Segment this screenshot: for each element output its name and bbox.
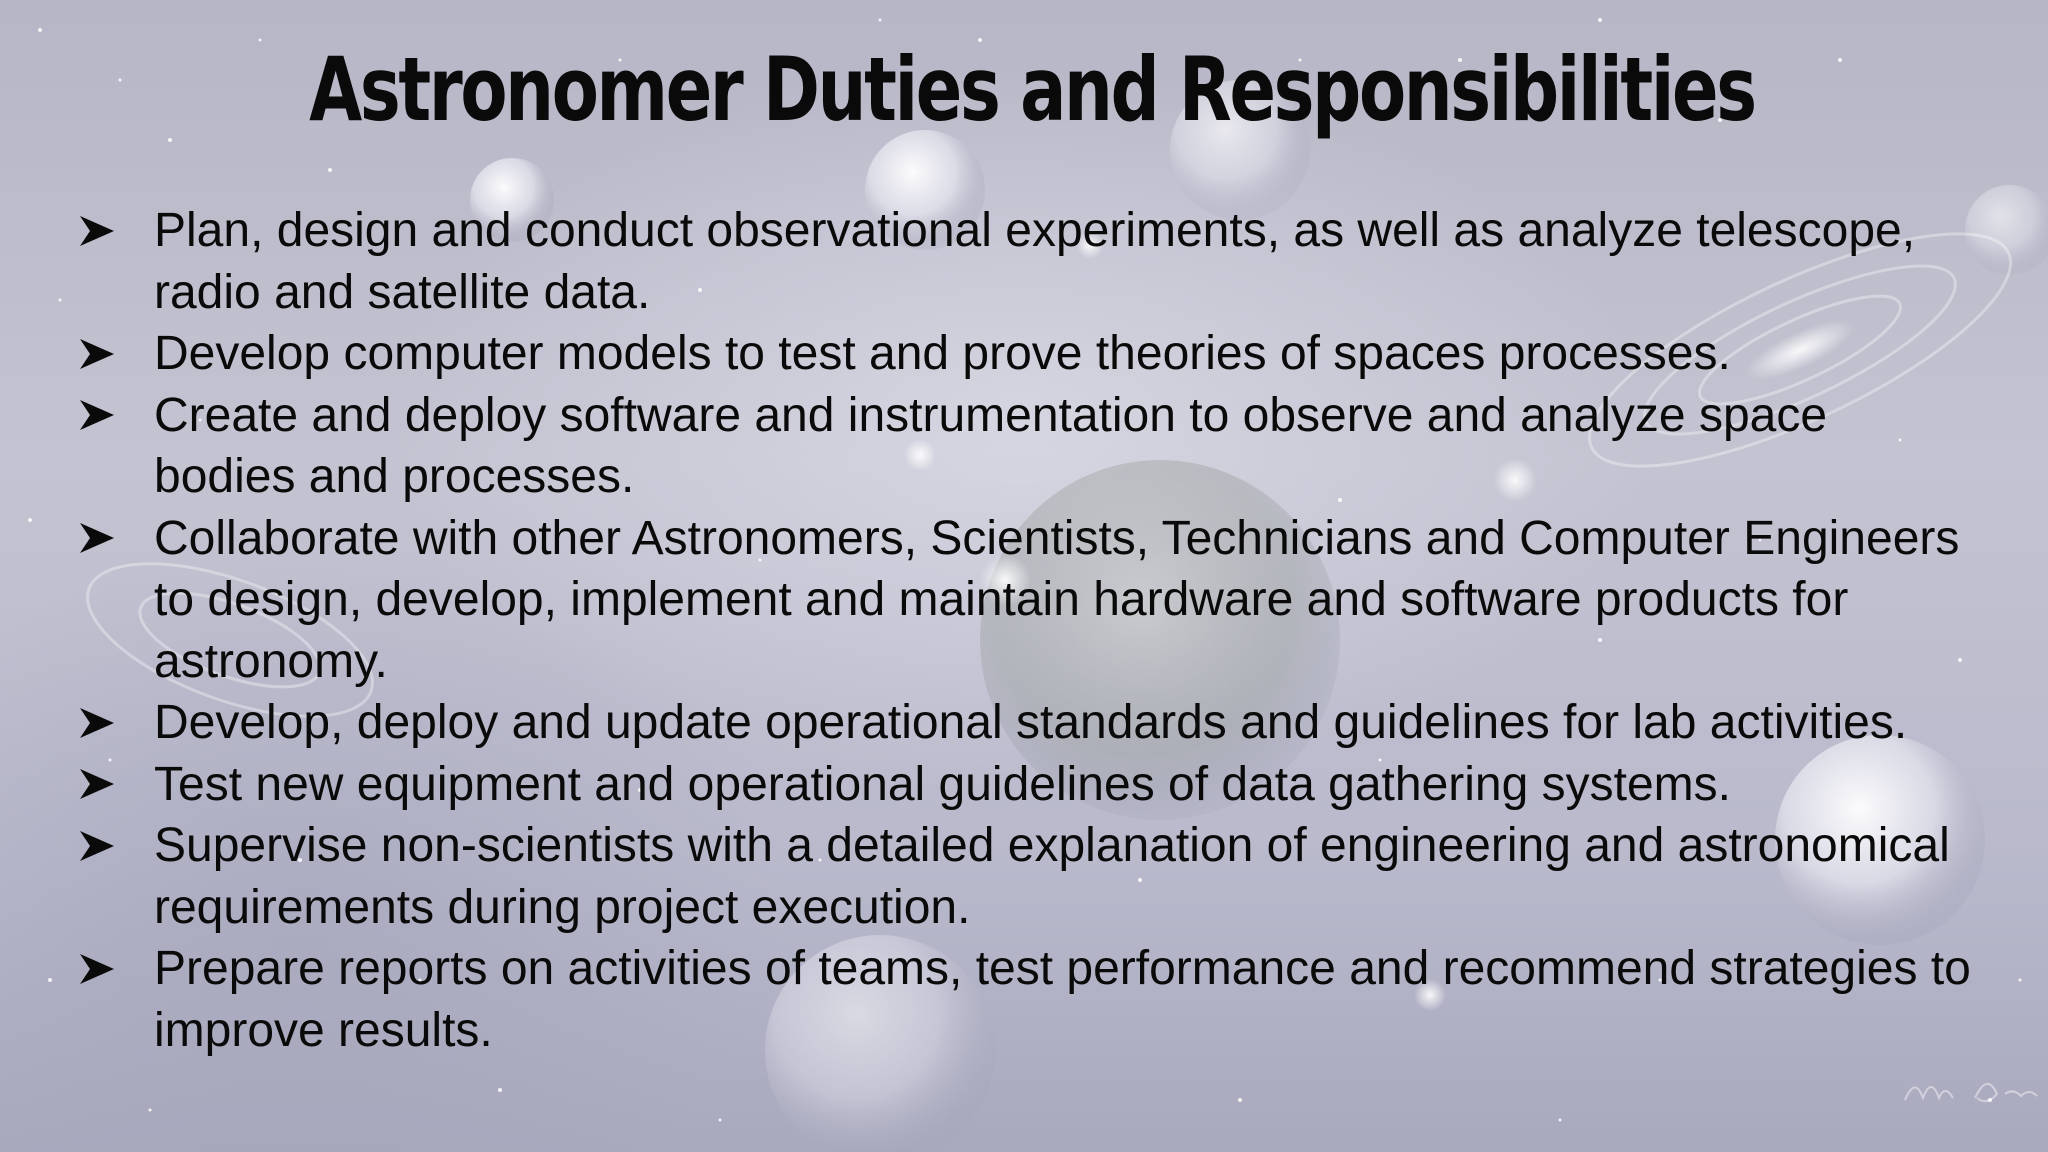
bullet-text: Create and deploy software and instrumentation to observe and analyze space bodies and processes. xyxy=(154,388,1828,503)
arrowhead-bullet-icon xyxy=(78,754,154,816)
slide-title: Astronomer Duties and Responsibilities xyxy=(309,38,1755,141)
bullet-text: Prepare reports on activities of teams, test performance and recommend strategies to improve results. xyxy=(154,942,1971,1057)
list-item xyxy=(78,815,1978,938)
list-item xyxy=(78,200,1978,323)
list-item xyxy=(78,323,1978,385)
list-item xyxy=(78,508,1978,693)
list-item xyxy=(78,938,1978,1061)
bullet-text: Collaborate with other Astronomers, Scientists, Technicians and Computer Engineers to design, develop, implement and maintain hardware and software products for astronomy. xyxy=(154,511,1960,688)
arrowhead-bullet-icon xyxy=(78,692,154,754)
list-item xyxy=(78,385,1978,508)
arrowhead-bullet-icon xyxy=(78,323,154,385)
bullet-text: Test new equipment and operational guidelines of data gathering systems. xyxy=(154,757,1731,811)
arrowhead-bullet-icon xyxy=(78,815,154,877)
arrowhead-bullet-icon xyxy=(78,508,154,570)
arrowhead-bullet-icon xyxy=(78,938,154,1000)
bullet-text: Supervise non-scientists with a detailed explanation of engineering and astronomical requirements during project execution. xyxy=(154,819,1950,934)
bullet-list xyxy=(78,200,1978,1061)
bullet-text: Develop computer models to test and prove theories of spaces processes. xyxy=(154,327,1731,380)
arrowhead-bullet-icon xyxy=(78,385,154,447)
bullet-text: Plan, design and conduct observational experiments, as well as analyze telescope, radio and satellite data. xyxy=(154,204,1916,319)
arrowhead-bullet-icon xyxy=(78,200,154,262)
list-item xyxy=(78,754,1978,816)
bullet-text: Develop, deploy and update operational standards and guidelines for lab activities. xyxy=(154,696,1908,749)
list-item xyxy=(78,692,1978,754)
